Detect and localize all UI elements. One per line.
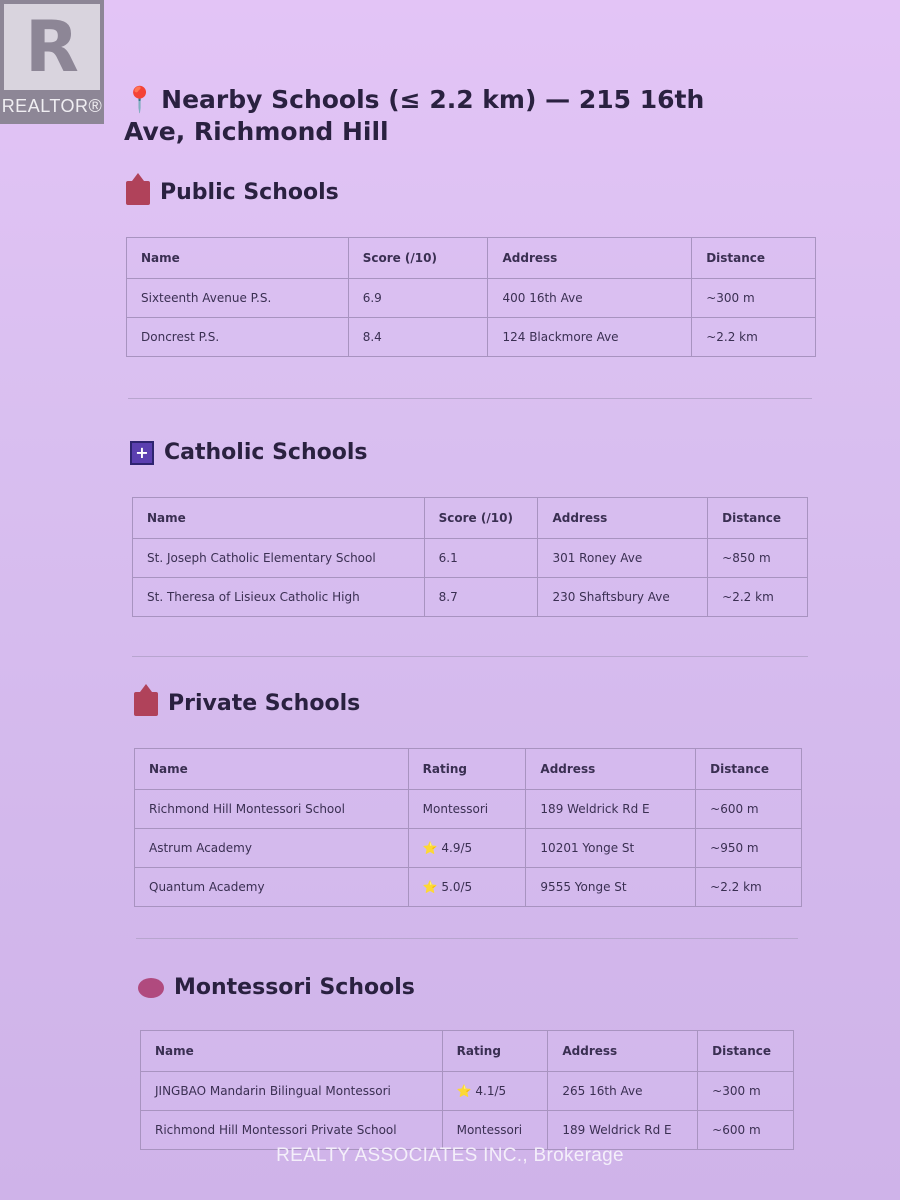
section-title-text: Catholic Schools: [164, 440, 368, 465]
page-title: [124, 84, 764, 148]
table-cell: Montessori: [442, 1111, 548, 1150]
realtor-logo: [0, 0, 104, 124]
table-cell: St. Joseph Catholic Elementary School: [133, 539, 425, 578]
section-divider: [128, 398, 812, 399]
column-header: Address: [548, 1031, 698, 1072]
column-header: Distance: [696, 749, 802, 790]
column-header: Distance: [708, 498, 808, 539]
table-row: [141, 1111, 794, 1150]
table-cell: ~850 m: [708, 539, 808, 578]
table-cell: ⭐ 4.1/5: [442, 1072, 548, 1111]
private-schools-table: [134, 748, 802, 907]
section-title-text: Montessori Schools: [174, 975, 415, 1000]
table-cell: 124 Blackmore Ave: [488, 318, 692, 357]
table-cell: Richmond Hill Montessori Private School: [141, 1111, 443, 1150]
table-header-row: [127, 238, 816, 279]
column-header: Score (/10): [348, 238, 488, 279]
public-schools-table: [126, 237, 816, 357]
table-cell: ~950 m: [696, 829, 802, 868]
realtor-logo-letter: R: [4, 4, 100, 90]
column-header: Address: [526, 749, 696, 790]
catholic-schools-table: [132, 497, 808, 617]
table-cell: 301 Roney Ave: [538, 539, 708, 578]
table-cell: ~300 m: [698, 1072, 794, 1111]
table-row: [133, 539, 808, 578]
section-title-text: Private Schools: [168, 691, 361, 716]
table-cell: Richmond Hill Montessori School: [135, 790, 409, 829]
column-header: Name: [135, 749, 409, 790]
table-row: [135, 790, 802, 829]
table-cell: 230 Shaftsbury Ave: [538, 578, 708, 617]
table-cell: 8.7: [424, 578, 538, 617]
table-cell: 10201 Yonge St: [526, 829, 696, 868]
table-cell: 400 16th Ave: [488, 279, 692, 318]
column-header: Rating: [408, 749, 526, 790]
column-header: Rating: [442, 1031, 548, 1072]
table-cell: 9555 Yonge St: [526, 868, 696, 907]
column-header: Name: [133, 498, 425, 539]
column-header: Distance: [698, 1031, 794, 1072]
table-row: [133, 578, 808, 617]
table-cell: 6.1: [424, 539, 538, 578]
table-cell: ⭐ 5.0/5: [408, 868, 526, 907]
montessori-schools-table: [140, 1030, 794, 1150]
table-row: [127, 279, 816, 318]
table-header-row: [141, 1031, 794, 1072]
table-cell: ⭐ 4.9/5: [408, 829, 526, 868]
section-title-catholic: [130, 440, 367, 465]
school-icon: [134, 692, 158, 716]
table-cell: JINGBAO Mandarin Bilingual Montessori: [141, 1072, 443, 1111]
section-divider: [132, 656, 808, 657]
school-icon: [126, 181, 150, 205]
table-row: [135, 868, 802, 907]
column-header: Name: [127, 238, 349, 279]
table-cell: Sixteenth Avenue P.S.: [127, 279, 349, 318]
table-cell: ~600 m: [696, 790, 802, 829]
column-header: Address: [488, 238, 692, 279]
section-divider: [136, 938, 798, 939]
section-title-text: Public Schools: [160, 180, 339, 205]
table-cell: 189 Weldrick Rd E: [548, 1111, 698, 1150]
table-cell: 8.4: [348, 318, 488, 357]
column-header: Score (/10): [424, 498, 538, 539]
table-cell: 265 16th Ave: [548, 1072, 698, 1111]
brokerage-watermark: REALTY ASSOCIATES INC., Brokerage: [276, 1145, 624, 1166]
table-cell: ~300 m: [692, 279, 816, 318]
brain-icon: [138, 978, 164, 998]
table-cell: ~600 m: [698, 1111, 794, 1150]
table-cell: Quantum Academy: [135, 868, 409, 907]
table-cell: ~2.2 km: [708, 578, 808, 617]
table-row: [141, 1072, 794, 1111]
page-title-text: Nearby Schools (≤ 2.2 km) — 215 16th Ave, Richmond Hill: [124, 85, 705, 146]
table-cell: Astrum Academy: [135, 829, 409, 868]
table-cell: ~2.2 km: [692, 318, 816, 357]
table-row: [135, 829, 802, 868]
cross-icon: +: [130, 441, 154, 465]
table-cell: Doncrest P.S.: [127, 318, 349, 357]
section-title-private: [134, 691, 360, 716]
table-cell: 189 Weldrick Rd E: [526, 790, 696, 829]
table-cell: ~2.2 km: [696, 868, 802, 907]
table-header-row: [133, 498, 808, 539]
table-cell: St. Theresa of Lisieux Catholic High: [133, 578, 425, 617]
column-header: Name: [141, 1031, 443, 1072]
section-title-public: [126, 180, 339, 205]
realtor-logo-text: REALTOR®: [1, 96, 103, 116]
table-cell: 6.9: [348, 279, 488, 318]
table-row: [127, 318, 816, 357]
pin-icon: 📍: [124, 85, 156, 114]
column-header: Distance: [692, 238, 816, 279]
column-header: Address: [538, 498, 708, 539]
table-cell: Montessori: [408, 790, 526, 829]
table-header-row: [135, 749, 802, 790]
section-title-montessori: [138, 975, 415, 1000]
